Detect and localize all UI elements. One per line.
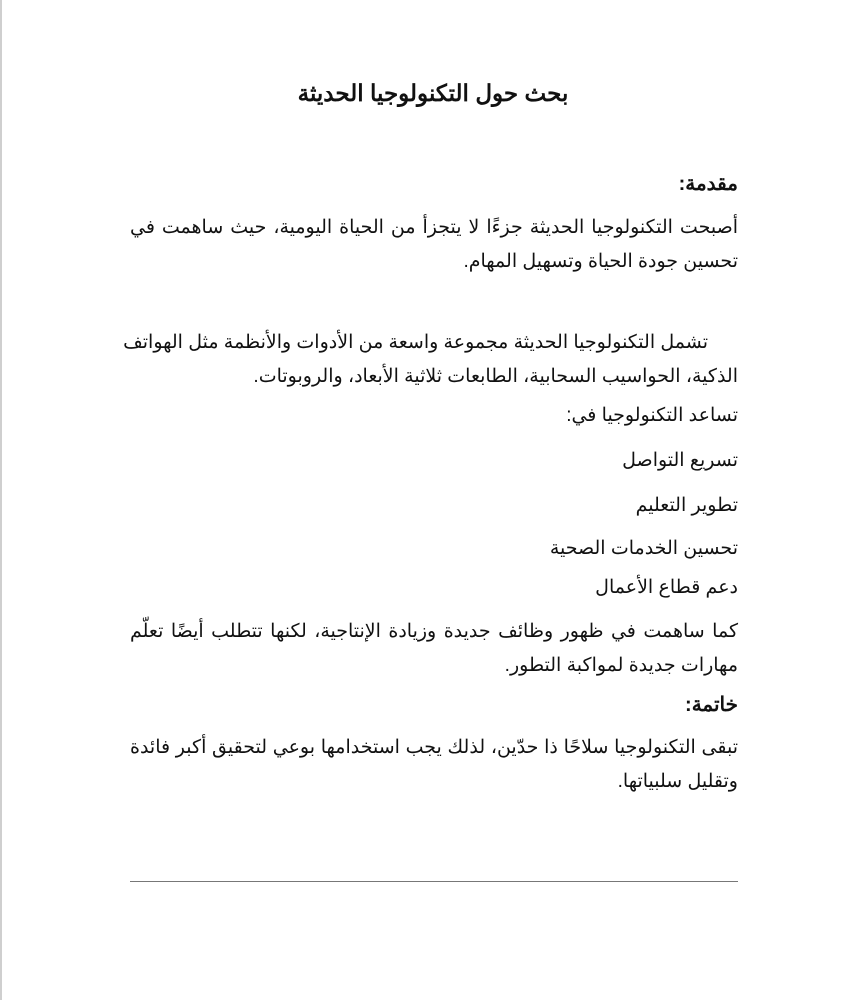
intro-line-2: تحسين جودة الحياة وتسهيل المهام.	[463, 251, 738, 272]
conclusion-line-2: وتقليل سلبياتها.	[617, 771, 738, 792]
intro-heading: مقدمة:	[678, 173, 738, 195]
conclusion-heading: خاتمة:	[685, 694, 738, 716]
body-para2-line-1: كما ساهمت في ظهور وظائف جديدة وزيادة الإنتاجية، لكنها تتطلب أيضًا تعلّم	[130, 621, 738, 642]
footer-divider	[130, 881, 738, 882]
list-item: تسريع التواصل	[622, 450, 738, 471]
list-item: تحسين الخدمات الصحية	[549, 538, 738, 559]
conclusion-line-1: تبقى التكنولوجيا سلاحًا ذا حدّين، لذلك يجب استخدامها بوعي لتحقيق أكبر فائدة	[130, 737, 738, 758]
body-para1-line-2: الذكية، الحواسيب السحابية، الطابعات ثلاثية الأبعاد، والروبوتات.	[253, 366, 738, 387]
document-title: بحث حول التكنولوجيا الحديثة	[297, 80, 569, 106]
intro-line-1: أصبحت التكنولوجيا الحديثة جزءًا لا يتجزأ من الحياة اليومية، حيث ساهمت في	[130, 217, 738, 238]
body-para2-line-2: مهارات جديدة لمواكبة التطور.	[504, 655, 738, 676]
list-item: تطوير التعليم	[635, 495, 738, 516]
list-intro: تساعد التكنولوجيا في:	[566, 405, 738, 426]
body-para1-line-1: تشمل التكنولوجيا الحديثة مجموعة واسعة من الأدوات والأنظمة مثل الهواتف	[123, 332, 708, 353]
list-item: دعم قطاع الأعمال	[595, 577, 738, 598]
